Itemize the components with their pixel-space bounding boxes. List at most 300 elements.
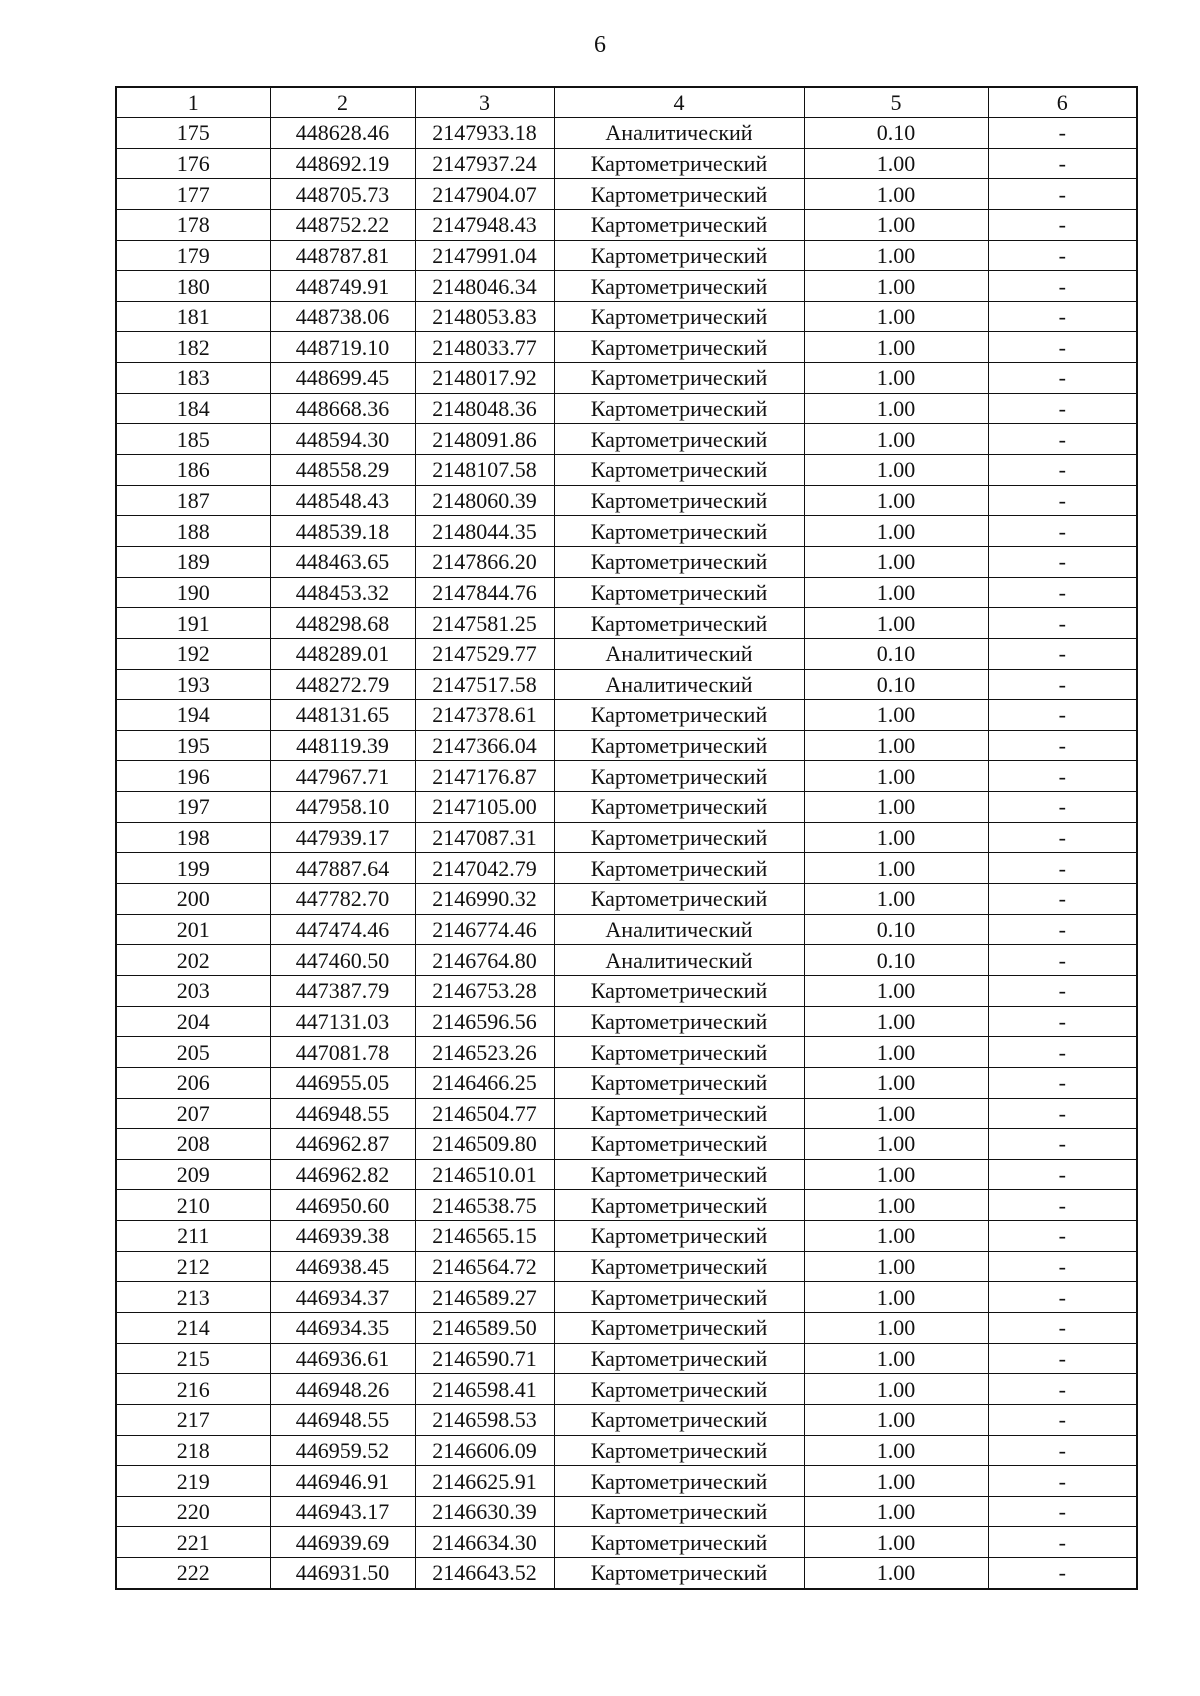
table-row <box>116 1037 1137 1068</box>
table-cell: - <box>988 455 1137 486</box>
table-cell: - <box>988 853 1137 884</box>
table-cell: 2147517.58 <box>415 669 554 700</box>
table-cell: 447782.70 <box>270 884 415 915</box>
table-cell: 2148046.34 <box>415 271 554 302</box>
table-cell: - <box>988 608 1137 639</box>
table-cell: - <box>988 1404 1137 1435</box>
table-row <box>116 577 1137 608</box>
table-cell: - <box>988 730 1137 761</box>
table-cell: 211 <box>116 1221 270 1252</box>
table-cell: 2146589.50 <box>415 1312 554 1343</box>
table-row <box>116 179 1137 210</box>
table-cell: 448719.10 <box>270 332 415 363</box>
table-cell: 448539.18 <box>270 516 415 547</box>
table-cell: 2148060.39 <box>415 485 554 516</box>
table-cell: Картометрический <box>554 884 804 915</box>
table-cell: 194 <box>116 700 270 731</box>
table-cell: 2146634.30 <box>415 1527 554 1558</box>
table-cell: 2147176.87 <box>415 761 554 792</box>
table-cell: 2147378.61 <box>415 700 554 731</box>
table-cell: 185 <box>116 424 270 455</box>
table-cell: 1.00 <box>804 1190 988 1221</box>
table-cell: 1.00 <box>804 700 988 731</box>
table-cell: 191 <box>116 608 270 639</box>
table-cell: 1.00 <box>804 1374 988 1405</box>
table-cell: Картометрический <box>554 301 804 332</box>
table-cell: 2147581.25 <box>415 608 554 639</box>
table-cell: 1.00 <box>804 1251 988 1282</box>
table-cell: 205 <box>116 1037 270 1068</box>
table-cell: 446962.82 <box>270 1159 415 1190</box>
table-cell: 2146523.26 <box>415 1037 554 1068</box>
table-cell: Картометрический <box>554 730 804 761</box>
table-cell: Картометрический <box>554 516 804 547</box>
table-cell: 201 <box>116 914 270 945</box>
table-cell: 2146509.80 <box>415 1129 554 1160</box>
table-cell: 1.00 <box>804 1435 988 1466</box>
table-cell: - <box>988 1129 1137 1160</box>
table-cell: 210 <box>116 1190 270 1221</box>
table-cell: 2147991.04 <box>415 240 554 271</box>
table-row <box>116 1006 1137 1037</box>
table-cell: - <box>988 546 1137 577</box>
table-row <box>116 914 1137 945</box>
table-cell: Картометрический <box>554 1282 804 1313</box>
table-cell: 2148048.36 <box>415 393 554 424</box>
table-cell: Картометрический <box>554 1251 804 1282</box>
table-row <box>116 1435 1137 1466</box>
table-row <box>116 455 1137 486</box>
table-cell: 180 <box>116 271 270 302</box>
table-cell: 1.00 <box>804 884 988 915</box>
table-cell: 2148091.86 <box>415 424 554 455</box>
table-cell: - <box>988 1251 1137 1282</box>
table-cell: 0.10 <box>804 669 988 700</box>
table-cell: Картометрический <box>554 240 804 271</box>
table-cell: 218 <box>116 1435 270 1466</box>
coordinates-table <box>115 86 1138 1590</box>
table-row <box>116 516 1137 547</box>
table-cell: 0.10 <box>804 118 988 149</box>
table-cell: 1.00 <box>804 822 988 853</box>
table-cell: 1.00 <box>804 148 988 179</box>
table-row <box>116 945 1137 976</box>
table-cell: 1.00 <box>804 1527 988 1558</box>
table-cell: 1.00 <box>804 363 988 394</box>
table-row <box>116 546 1137 577</box>
table-cell: 2146564.72 <box>415 1251 554 1282</box>
table-cell: 202 <box>116 945 270 976</box>
table-cell: 446943.17 <box>270 1496 415 1527</box>
table-cell: 2146774.46 <box>415 914 554 945</box>
table-cell: - <box>988 1282 1137 1313</box>
table-cell: 1.00 <box>804 1098 988 1129</box>
table-cell: Картометрический <box>554 1343 804 1374</box>
table-cell: Картометрический <box>554 761 804 792</box>
table-cell: 1.00 <box>804 546 988 577</box>
table-cell: 448558.29 <box>270 455 415 486</box>
table-cell: 2147042.79 <box>415 853 554 884</box>
table-cell: 2148044.35 <box>415 516 554 547</box>
table-cell: 1.00 <box>804 608 988 639</box>
table-cell: 447887.64 <box>270 853 415 884</box>
table-cell: 447131.03 <box>270 1006 415 1037</box>
table-cell: 2146466.25 <box>415 1067 554 1098</box>
table-cell: 446948.55 <box>270 1404 415 1435</box>
table-cell: 448463.65 <box>270 546 415 577</box>
table-cell: 1.00 <box>804 730 988 761</box>
table-row <box>116 608 1137 639</box>
table-cell: - <box>988 1221 1137 1252</box>
table-row <box>116 1558 1137 1589</box>
header-cell: 1 <box>116 87 270 118</box>
table-cell: 220 <box>116 1496 270 1527</box>
table-cell: 2147948.43 <box>415 209 554 240</box>
table-cell: 182 <box>116 332 270 363</box>
table-cell: 2148053.83 <box>415 301 554 332</box>
table-row <box>116 638 1137 669</box>
table-cell: 203 <box>116 975 270 1006</box>
table-row <box>116 1404 1137 1435</box>
table-cell: - <box>988 1527 1137 1558</box>
table-row <box>116 301 1137 332</box>
table-cell: 209 <box>116 1159 270 1190</box>
table-cell: - <box>988 271 1137 302</box>
table-cell: 2146504.77 <box>415 1098 554 1129</box>
table-cell: 2146606.09 <box>415 1435 554 1466</box>
table-cell: 219 <box>116 1466 270 1497</box>
table-cell: - <box>988 393 1137 424</box>
table-row <box>116 118 1137 149</box>
table-cell: 1.00 <box>804 271 988 302</box>
table-cell: 1.00 <box>804 975 988 1006</box>
table-cell: 448594.30 <box>270 424 415 455</box>
table-cell: Картометрический <box>554 1221 804 1252</box>
table-cell: 1.00 <box>804 1282 988 1313</box>
table-cell: 186 <box>116 455 270 486</box>
table-cell: - <box>988 669 1137 700</box>
table-cell: 1.00 <box>804 1221 988 1252</box>
table-cell: 2147904.07 <box>415 179 554 210</box>
table-cell: Картометрический <box>554 1098 804 1129</box>
table-cell: 2146510.01 <box>415 1159 554 1190</box>
table-cell: 448298.68 <box>270 608 415 639</box>
table-cell: Картометрический <box>554 1496 804 1527</box>
table-cell: 175 <box>116 118 270 149</box>
table-cell: 1.00 <box>804 209 988 240</box>
table-cell: 447081.78 <box>270 1037 415 1068</box>
table-cell: 1.00 <box>804 1496 988 1527</box>
table-cell: 2147933.18 <box>415 118 554 149</box>
table-cell: Картометрический <box>554 179 804 210</box>
table-cell: - <box>988 1006 1137 1037</box>
table-cell: Картометрический <box>554 1558 804 1589</box>
table-row <box>116 1466 1137 1497</box>
table-cell: - <box>988 761 1137 792</box>
table-cell: Картометрический <box>554 1527 804 1558</box>
table-cell: 2147087.31 <box>415 822 554 853</box>
table-cell: 192 <box>116 638 270 669</box>
table-cell: 2146643.52 <box>415 1558 554 1589</box>
header-cell: 2 <box>270 87 415 118</box>
header-cell: 5 <box>804 87 988 118</box>
table-cell: 448272.79 <box>270 669 415 700</box>
table-cell: 212 <box>116 1251 270 1282</box>
table-cell: Картометрический <box>554 546 804 577</box>
table-cell: 0.10 <box>804 945 988 976</box>
table-cell: 199 <box>116 853 270 884</box>
table-cell: 447387.79 <box>270 975 415 1006</box>
header-row <box>116 87 1137 118</box>
table-cell: Картометрический <box>554 485 804 516</box>
table-cell: Картометрический <box>554 209 804 240</box>
table-row <box>116 792 1137 823</box>
table-cell: Аналитический <box>554 638 804 669</box>
table-cell: 446948.55 <box>270 1098 415 1129</box>
table-cell: Аналитический <box>554 945 804 976</box>
table-cell: 2146990.32 <box>415 884 554 915</box>
table-cell: - <box>988 1435 1137 1466</box>
table-cell: 448668.36 <box>270 393 415 424</box>
table-cell: 447939.17 <box>270 822 415 853</box>
table-cell: 188 <box>116 516 270 547</box>
table-cell: - <box>988 792 1137 823</box>
table-cell: - <box>988 1098 1137 1129</box>
table-cell: Аналитический <box>554 669 804 700</box>
table-cell: 446934.37 <box>270 1282 415 1313</box>
table-cell: - <box>988 884 1137 915</box>
table-body <box>116 118 1137 1589</box>
table-cell: Картометрический <box>554 1435 804 1466</box>
table-cell: 1.00 <box>804 1466 988 1497</box>
table-cell: 2146630.39 <box>415 1496 554 1527</box>
table-row <box>116 1282 1137 1313</box>
table-row <box>116 853 1137 884</box>
table-row <box>116 363 1137 394</box>
table-cell: 1.00 <box>804 792 988 823</box>
table-row <box>116 761 1137 792</box>
table-cell: 448699.45 <box>270 363 415 394</box>
table-cell: - <box>988 332 1137 363</box>
table-cell: Картометрический <box>554 792 804 823</box>
table-cell: 178 <box>116 209 270 240</box>
table-cell: 193 <box>116 669 270 700</box>
table-cell: Картометрический <box>554 424 804 455</box>
header-cell: 6 <box>988 87 1137 118</box>
table-cell: 1.00 <box>804 577 988 608</box>
header-cell: 4 <box>554 87 804 118</box>
table-cell: - <box>988 148 1137 179</box>
table-cell: 448289.01 <box>270 638 415 669</box>
table-row <box>116 1190 1137 1221</box>
table-cell: - <box>988 1374 1137 1405</box>
table-cell: - <box>988 424 1137 455</box>
table-cell: Картометрический <box>554 1312 804 1343</box>
table-row <box>116 1098 1137 1129</box>
table-row <box>116 1251 1137 1282</box>
table-cell: 176 <box>116 148 270 179</box>
table-row <box>116 424 1137 455</box>
table-cell: 448705.73 <box>270 179 415 210</box>
table-cell: 1.00 <box>804 485 988 516</box>
table-row <box>116 240 1137 271</box>
table-row <box>116 1312 1137 1343</box>
table-cell: 2146753.28 <box>415 975 554 1006</box>
table-cell: 1.00 <box>804 1037 988 1068</box>
table-cell: Аналитический <box>554 118 804 149</box>
table-cell: 183 <box>116 363 270 394</box>
table-cell: 447474.46 <box>270 914 415 945</box>
table-cell: - <box>988 209 1137 240</box>
table-cell: 208 <box>116 1129 270 1160</box>
table-cell: 446959.52 <box>270 1435 415 1466</box>
table-row <box>116 1374 1137 1405</box>
table-cell: 1.00 <box>804 516 988 547</box>
table-cell: 204 <box>116 1006 270 1037</box>
table-cell: 179 <box>116 240 270 271</box>
table-cell: Картометрический <box>554 455 804 486</box>
table-cell: 196 <box>116 761 270 792</box>
table-cell: Картометрический <box>554 1037 804 1068</box>
table-cell: 2146589.27 <box>415 1282 554 1313</box>
table-cell: 447460.50 <box>270 945 415 976</box>
table-cell: - <box>988 822 1137 853</box>
table-cell: - <box>988 516 1137 547</box>
table-cell: 1.00 <box>804 1343 988 1374</box>
table-cell: 198 <box>116 822 270 853</box>
table-cell: 2147866.20 <box>415 546 554 577</box>
table-cell: 1.00 <box>804 393 988 424</box>
table-row <box>116 485 1137 516</box>
table-cell: Картометрический <box>554 332 804 363</box>
table-cell: Картометрический <box>554 1404 804 1435</box>
table-cell: 446955.05 <box>270 1067 415 1098</box>
table-cell: - <box>988 301 1137 332</box>
table-cell: 448738.06 <box>270 301 415 332</box>
table-cell: 214 <box>116 1312 270 1343</box>
table-cell: 2146598.41 <box>415 1374 554 1405</box>
table-cell: Картометрический <box>554 1374 804 1405</box>
table-cell: 2147529.77 <box>415 638 554 669</box>
table-cell: 446948.26 <box>270 1374 415 1405</box>
table-cell: 447967.71 <box>270 761 415 792</box>
table-cell: 2147937.24 <box>415 148 554 179</box>
table-row <box>116 1343 1137 1374</box>
table-cell: Картометрический <box>554 1159 804 1190</box>
table-cell: - <box>988 975 1137 1006</box>
table-cell: 216 <box>116 1374 270 1405</box>
table-cell: 1.00 <box>804 761 988 792</box>
table-cell: 215 <box>116 1343 270 1374</box>
table-cell: 190 <box>116 577 270 608</box>
table-cell: 448692.19 <box>270 148 415 179</box>
table-cell: Картометрический <box>554 853 804 884</box>
table-cell: - <box>988 1496 1137 1527</box>
table-cell: Картометрический <box>554 148 804 179</box>
table-cell: - <box>988 1466 1137 1497</box>
table-cell: 197 <box>116 792 270 823</box>
table-cell: - <box>988 945 1137 976</box>
table-cell: - <box>988 1558 1137 1589</box>
table-cell: 1.00 <box>804 301 988 332</box>
table-row <box>116 1067 1137 1098</box>
table-cell: 446939.69 <box>270 1527 415 1558</box>
table-cell: Картометрический <box>554 1067 804 1098</box>
table-cell: 2146538.75 <box>415 1190 554 1221</box>
table-cell: 2146598.53 <box>415 1404 554 1435</box>
table-cell: Картометрический <box>554 1129 804 1160</box>
table-cell: - <box>988 1343 1137 1374</box>
table-cell: 2146590.71 <box>415 1343 554 1374</box>
table-cell: 446946.91 <box>270 1466 415 1497</box>
table-row <box>116 1159 1137 1190</box>
table-cell: 2146596.56 <box>415 1006 554 1037</box>
table-cell: - <box>988 638 1137 669</box>
table-cell: 1.00 <box>804 455 988 486</box>
table-cell: 2146625.91 <box>415 1466 554 1497</box>
table-row <box>116 1221 1137 1252</box>
table-row <box>116 148 1137 179</box>
table-cell: 184 <box>116 393 270 424</box>
table-cell: 446938.45 <box>270 1251 415 1282</box>
table-cell: - <box>988 700 1137 731</box>
table-cell: 1.00 <box>804 424 988 455</box>
table-cell: Картометрический <box>554 393 804 424</box>
table-cell: 1.00 <box>804 1006 988 1037</box>
table-cell: - <box>988 179 1137 210</box>
table-row <box>116 1129 1137 1160</box>
table-cell: 2147844.76 <box>415 577 554 608</box>
table-cell: 2146764.80 <box>415 945 554 976</box>
table-row <box>116 1496 1137 1527</box>
table-cell: 2148107.58 <box>415 455 554 486</box>
table-cell: - <box>988 1067 1137 1098</box>
table-cell: Картометрический <box>554 822 804 853</box>
table-cell: 213 <box>116 1282 270 1313</box>
table-cell: 447958.10 <box>270 792 415 823</box>
table-cell: 1.00 <box>804 240 988 271</box>
table-cell: - <box>988 240 1137 271</box>
table-cell: 448453.32 <box>270 577 415 608</box>
table-cell: Картометрический <box>554 577 804 608</box>
table-cell: Картометрический <box>554 608 804 639</box>
table-cell: Картометрический <box>554 700 804 731</box>
table-cell: Картометрический <box>554 975 804 1006</box>
table-cell: 1.00 <box>804 1404 988 1435</box>
table-cell: - <box>988 577 1137 608</box>
table-cell: - <box>988 1159 1137 1190</box>
table-cell: 448548.43 <box>270 485 415 516</box>
table-cell: 2146565.15 <box>415 1221 554 1252</box>
table-row <box>116 884 1137 915</box>
table-row <box>116 669 1137 700</box>
table-row <box>116 730 1137 761</box>
table-cell: 446936.61 <box>270 1343 415 1374</box>
table-cell: 181 <box>116 301 270 332</box>
table-cell: 448119.39 <box>270 730 415 761</box>
table-cell: 446934.35 <box>270 1312 415 1343</box>
table-cell: - <box>988 1037 1137 1068</box>
table-cell: 2147366.04 <box>415 730 554 761</box>
table-cell: 446962.87 <box>270 1129 415 1160</box>
table-cell: 448628.46 <box>270 118 415 149</box>
table-cell: Картометрический <box>554 271 804 302</box>
table-cell: Картометрический <box>554 363 804 394</box>
table-cell: Аналитический <box>554 914 804 945</box>
table-cell: Картометрический <box>554 1006 804 1037</box>
table-row <box>116 332 1137 363</box>
table-cell: 0.10 <box>804 914 988 945</box>
